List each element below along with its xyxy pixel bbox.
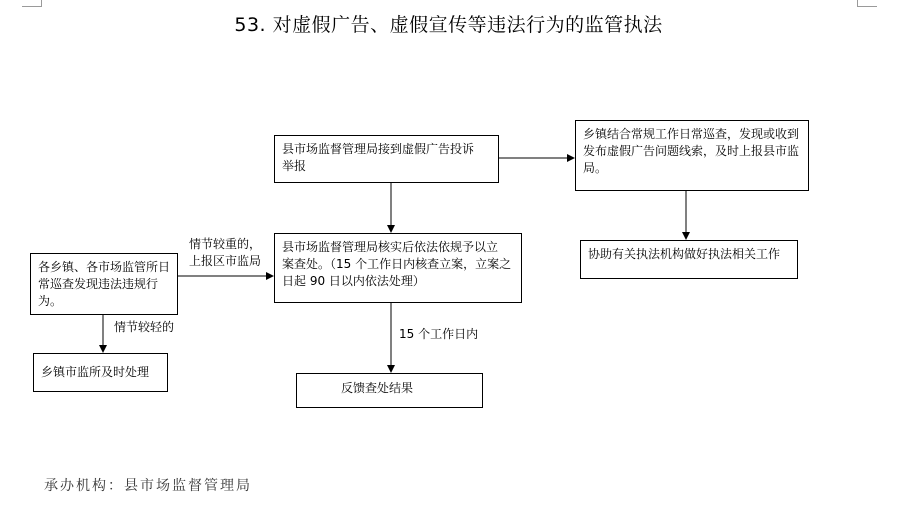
page-title: 53. 对虚假广告、虚假宣传等违法行为的监管执法 — [234, 14, 663, 36]
assist-box: 协助有关执法机构做好执法相关工作 — [580, 240, 798, 279]
local-handle-box: 乡镇市监所及时处理 — [33, 353, 168, 392]
daily-patrol-box: 各乡镇、各市场监管所日 常巡查发现违法违规行 为。 — [30, 253, 178, 315]
organizer-footer: 承办机构：县市场监督管理局 — [44, 478, 252, 494]
verify-box: 县市场监督管理局核实后依法依规予以立 案查处。（15 个工作日内核查立案，立案之 日起 90 日以内依法处理） — [274, 233, 522, 303]
minor-case-label: 情节较轻的 — [114, 320, 175, 334]
complaint-box: 县市场监督管理局接到虚假广告投诉 举报 — [274, 135, 499, 183]
feedback-box: 反馈查处结果 — [296, 373, 483, 408]
within-15-days-label: 15 个工作日内 — [399, 327, 479, 341]
serious-case-label: 情节较重的， 上报区市监局 — [189, 237, 262, 268]
township-patrol-box: 乡镇结合常规工作日常巡查，发现或收到 发布虚假广告问题线索，及时上报县市监 局。 — [575, 120, 809, 191]
